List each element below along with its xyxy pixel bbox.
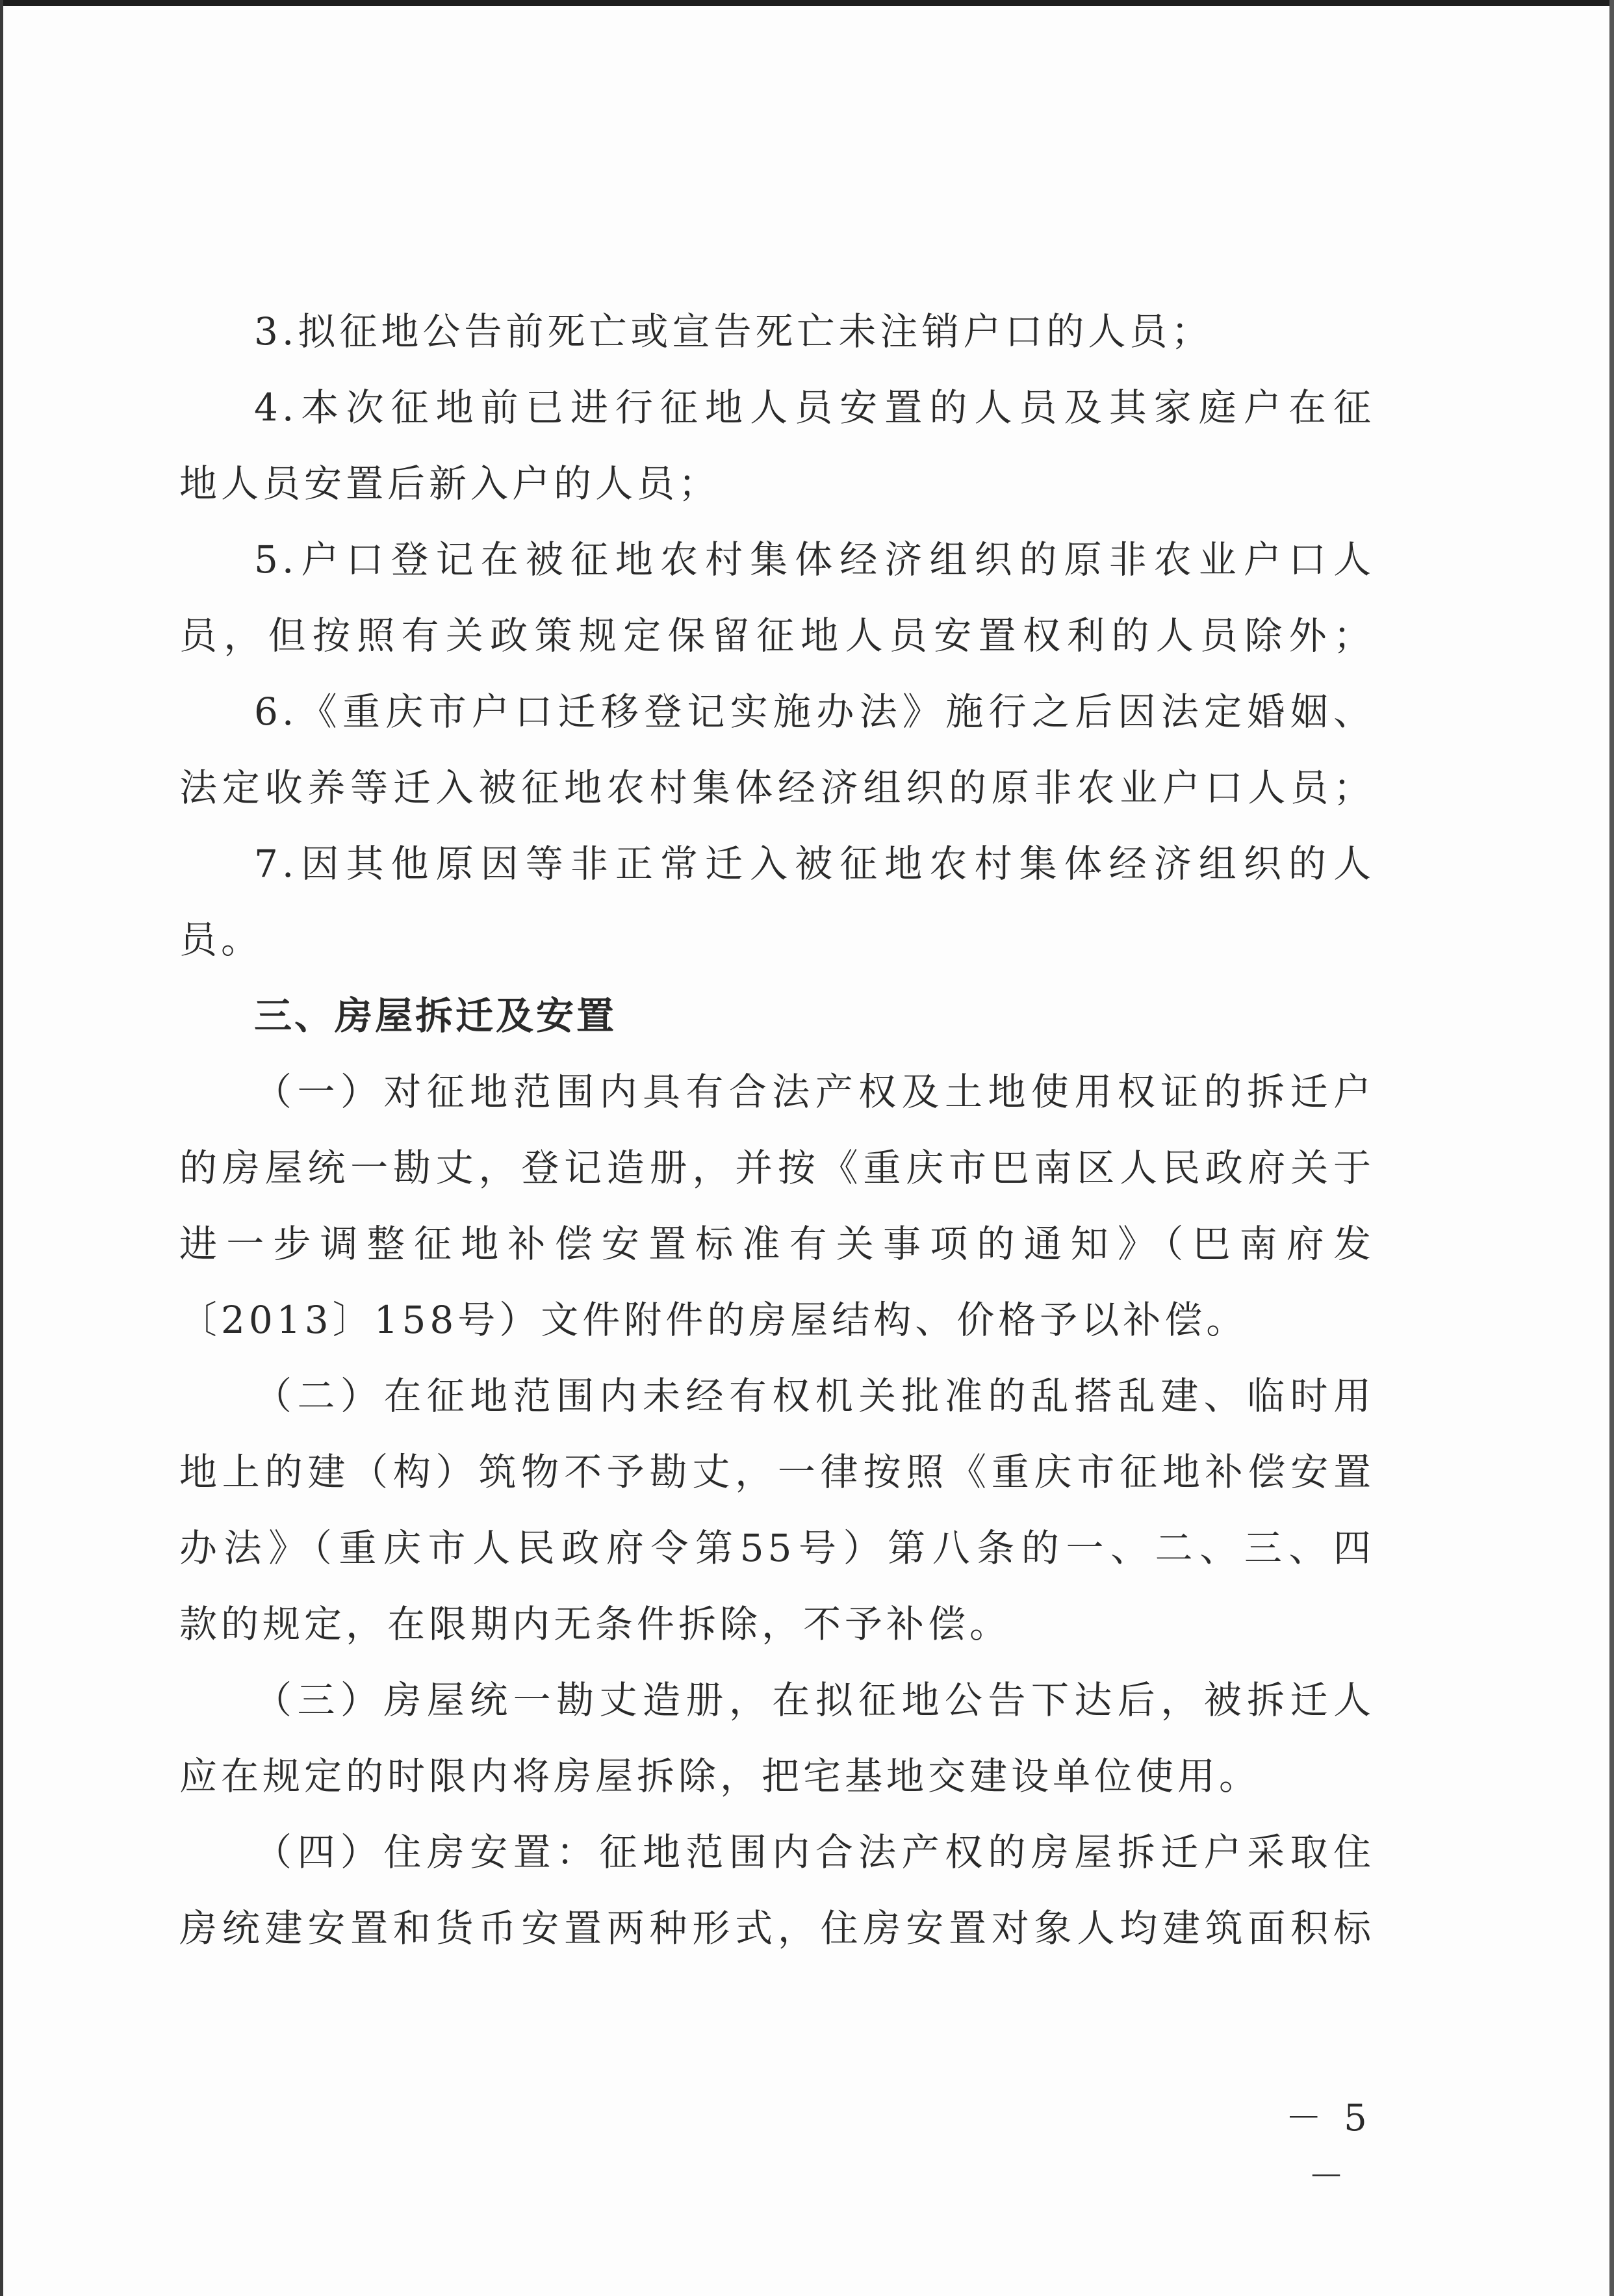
- page-number: － 5 －: [1285, 2097, 1372, 2198]
- paragraph-line: 房统建安置和货币安置两种形式，住房安置对象人均建筑面积标: [179, 1906, 1375, 1950]
- paragraph-line: （二）在征地范围内未经有权机关批准的乱搭乱建、临时用: [254, 1374, 1375, 1418]
- section-heading: 三、房屋拆迁及安置: [254, 994, 617, 1038]
- document-body: [179, 299, 1375, 2015]
- paragraph-line: 〔2013〕158号）文件附件的房屋结构、价格予以补偿。: [179, 1298, 1248, 1342]
- scan-edge-right: [1609, 0, 1614, 2296]
- scan-edge-left: [0, 0, 3, 2296]
- paragraph-line: 地上的建（构）筑物不予勘丈，一律按照《重庆市征地补偿安置: [179, 1450, 1375, 1494]
- paragraph-line: 4.本次征地前已进行征地人员安置的人员及其家庭户在征: [254, 385, 1375, 430]
- paragraph-line: 员，但按照有关政策规定保留征地人员安置权利的人员除外；: [179, 613, 1375, 658]
- paragraph-line: 6.《重庆市户口迁移登记实施办法》施行之后因法定婚姻、: [254, 690, 1375, 734]
- paragraph-line: 办法》（重庆市人民政府令第55号）第八条的一、二、三、四: [179, 1526, 1375, 1570]
- paragraph-line: （三）房屋统一勘丈造册，在拟征地公告下达后，被拆迁人: [254, 1678, 1375, 1722]
- scan-edge-top: [0, 0, 1614, 6]
- paragraph-line: 3.拟征地公告前死亡或宣告死亡未注销户口的人员；: [254, 309, 1213, 354]
- paragraph-line: 进一步调整征地补偿安置标准有关事项的通知》（巴南府发: [179, 1222, 1375, 1266]
- paragraph-line: （一）对征地范围内具有合法产权及土地使用权证的拆迁户: [254, 1070, 1375, 1114]
- paragraph-line: 款的规定，在限期内无条件拆除，不予补偿。: [179, 1602, 1012, 1646]
- paragraph-line: 地人员安置后新入户的人员；: [179, 461, 721, 506]
- paragraph-line: 应在规定的时限内将房屋拆除，把宅基地交建设单位使用。: [179, 1754, 1261, 1798]
- paragraph-line: 5.户口登记在被征地农村集体经济组织的原非农业户口人: [254, 537, 1375, 582]
- paragraph-line: 法定收养等迁入被征地农村集体经济组织的原非农业户口人员；: [179, 766, 1375, 810]
- paragraph-line: 的房屋统一勘丈，登记造册，并按《重庆市巴南区人民政府关于: [179, 1146, 1375, 1190]
- paragraph-line: 员。: [179, 918, 263, 962]
- paragraph-line: （四）住房安置：征地范围内合法产权的房屋拆迁户采取住: [254, 1830, 1375, 1874]
- paragraph-line: 7.因其他原因等非正常迁入被征地农村集体经济组织的人: [254, 842, 1375, 886]
